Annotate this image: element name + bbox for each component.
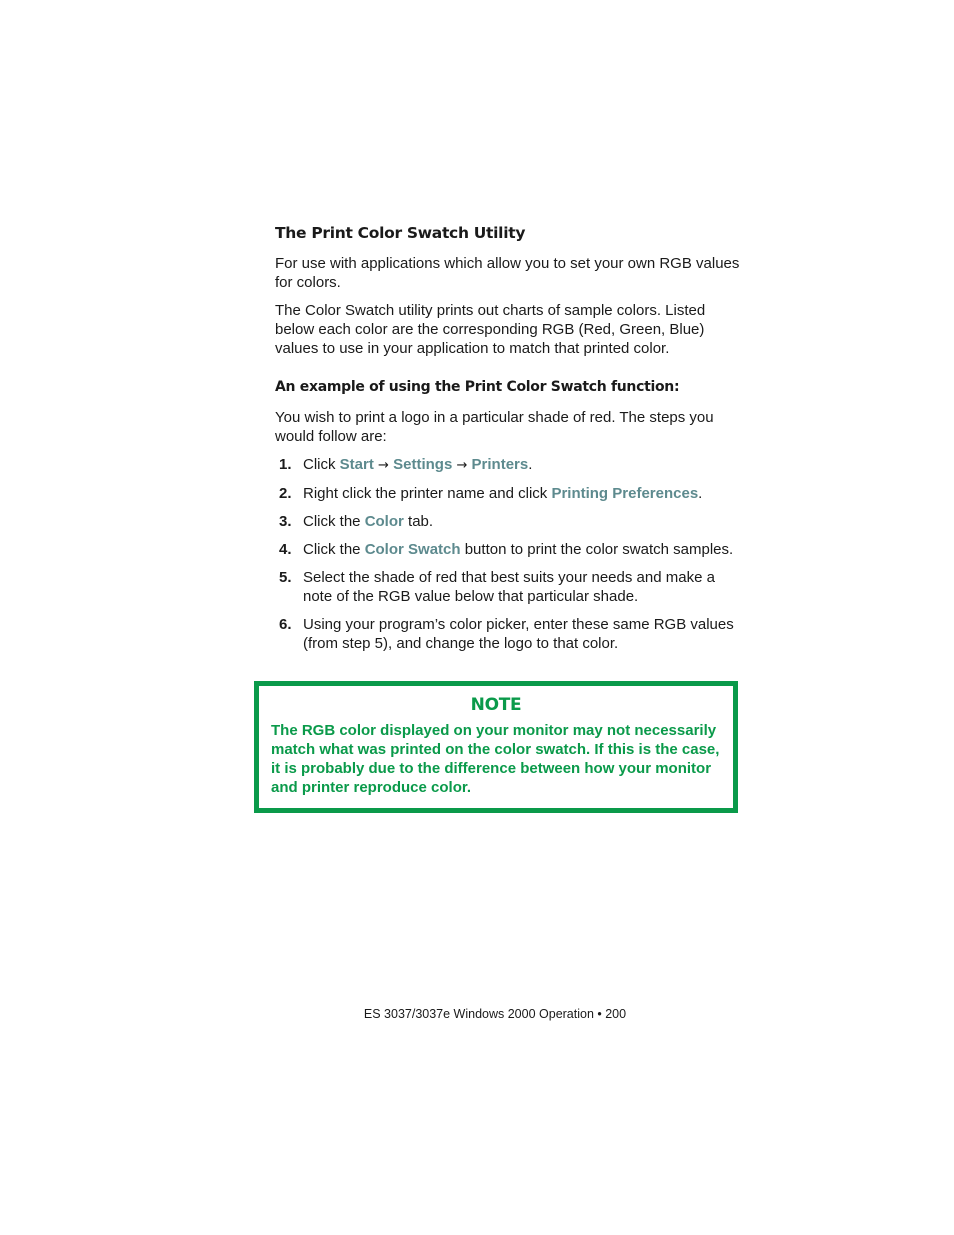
arrow-right-icon: → xyxy=(456,458,468,473)
step-text: Click xyxy=(303,456,340,473)
arrow-right-icon: → xyxy=(378,458,389,473)
step-text: Click the xyxy=(303,541,365,558)
description-paragraph: The Color Swatch utility prints out charts of sample colors. Listed below each color are the corresponding RGB (Red, Green, Blue) values to use in your application to match that printed color. xyxy=(275,302,706,357)
example-heading: An example of using the Print Color Swatch function: xyxy=(275,379,680,395)
step-4 xyxy=(275,540,745,559)
step-number: 2. xyxy=(279,485,292,502)
step-2 xyxy=(275,484,745,503)
step-text: Click the xyxy=(303,513,365,530)
ui-start: Start xyxy=(339,456,374,473)
step-text: Select the shade of red that best suits your needs and make a note of the RGB value below that particular shade. xyxy=(303,569,715,605)
section-title: The Print Color Swatch Utility xyxy=(275,224,526,242)
ui-color-swatch-button: Color Swatch xyxy=(364,541,461,558)
step-5 xyxy=(275,568,745,606)
step-number: 3. xyxy=(279,513,292,530)
page-content xyxy=(275,222,745,662)
step-text: button to print the color swatch samples. xyxy=(460,541,734,558)
step-text: Using your program’s color picker, enter these same RGB values (from step 5), and change the logo to that color. xyxy=(303,616,734,652)
step-number: 6. xyxy=(279,616,292,633)
step-text: . xyxy=(528,456,533,473)
ui-color-tab: Color xyxy=(364,513,404,530)
step-text: Right click the printer name and click xyxy=(303,485,552,502)
note-title: NOTE xyxy=(470,695,522,715)
ui-settings: Settings xyxy=(393,456,453,473)
step-number: 4. xyxy=(279,541,292,558)
note-box xyxy=(254,681,738,813)
step-6 xyxy=(275,615,745,653)
step-text: . xyxy=(698,485,703,502)
intro-paragraph: For use with applications which allow you to set your own RGB values for colors. xyxy=(275,255,740,291)
step-1 xyxy=(275,455,745,475)
step-3 xyxy=(275,512,745,531)
ui-printers: Printers xyxy=(471,456,529,473)
steps-list xyxy=(275,455,745,653)
page-footer: ES 3037/3037e Windows 2000 Operation • 200 xyxy=(363,1007,627,1021)
ui-printing-preferences: Printing Preferences xyxy=(551,485,699,502)
step-number: 5. xyxy=(279,569,292,586)
note-text: The RGB color displayed on your monitor may not necessarily match what was printed on the color swatch. If this is the case, it is probably due to the difference between how your monitor and printer reproduce color. xyxy=(271,722,720,796)
step-number: 1. xyxy=(279,456,292,473)
example-intro: You wish to print a logo in a particular shade of red. The steps you would follow are: xyxy=(275,409,714,445)
step-text: tab. xyxy=(403,513,434,530)
